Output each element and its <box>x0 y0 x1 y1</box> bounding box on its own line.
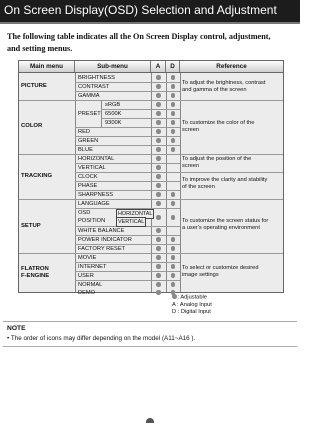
submenu-osd-horizontal: HORIZONTAL <box>118 211 153 217</box>
reference-picture <box>182 80 282 94</box>
reference-line: To customize the color of the <box>182 120 255 126</box>
submenu-9300k: 9300K <box>105 120 122 126</box>
reference-tracking-clarity <box>182 177 282 191</box>
title-divider <box>0 22 300 24</box>
submenu-osd-vertical: VERTICAL <box>118 219 145 225</box>
legend-adjustable-text: : Adjustable <box>177 294 207 301</box>
digital-dot <box>171 129 176 134</box>
reference-tracking-position <box>182 156 282 170</box>
analog-dot <box>156 228 161 233</box>
reference-line: To adjust the position of the <box>182 156 252 162</box>
submenu-internet: INTERNET <box>78 264 107 270</box>
submenu-red: RED <box>78 129 91 135</box>
header-analog: A <box>151 61 166 72</box>
reference-line: screen <box>182 127 200 134</box>
submenu-sharpness: SHARPNESS <box>78 192 114 198</box>
submenu-blue: BLUE <box>78 147 93 153</box>
digital-dot <box>171 93 176 98</box>
reference-line: To improve the clarity and stability <box>182 177 268 183</box>
analog-dot <box>156 273 161 278</box>
column-divider <box>151 73 152 292</box>
analog-dot <box>156 264 161 269</box>
submenu-movie: MOVIE <box>78 255 97 261</box>
analog-dot <box>156 129 161 134</box>
note-title: NOTE <box>7 325 26 332</box>
digital-dot <box>171 192 176 197</box>
submenu-factory-reset: FACTORY RESET <box>78 246 126 252</box>
submenu-gamma: GAMMA <box>78 93 100 99</box>
submenu-srgb: sRGB <box>105 102 121 108</box>
submenu-power-indicator: POWER INDICATOR <box>78 237 132 243</box>
submenu-white-balance: WHITE BALANCE <box>78 228 125 234</box>
submenu-demo: DEMO <box>78 290 96 296</box>
bullet-icon: • <box>7 335 10 342</box>
analog-dot <box>156 174 161 179</box>
reference-line: screen <box>182 163 200 170</box>
analog-dot <box>156 156 161 161</box>
menu-color: COLOR <box>21 123 43 129</box>
digital-dot <box>171 201 176 206</box>
submenu-preset: PRESET <box>78 111 101 117</box>
analog-dot <box>156 102 161 107</box>
reference-line: of the screen <box>182 184 215 191</box>
page-marker <box>146 418 154 423</box>
group-divider <box>19 154 283 155</box>
analog-dot <box>156 165 161 170</box>
column-divider <box>166 73 167 292</box>
menu-flatron-line-2: F-ENGINE <box>21 273 50 279</box>
digital-dot <box>171 111 176 116</box>
note-body: The order of icons may differ depending on the model (A11~A16 ). <box>10 335 196 342</box>
intro-line-1: The following table indicates all the On Screen Display control, adjustment, <box>7 32 271 41</box>
dot-icon <box>172 294 177 299</box>
digital-dot <box>171 246 176 251</box>
submenu-normal: NORMAL <box>78 282 103 288</box>
reference-line: and gamma of the screen <box>182 87 247 94</box>
submenu-brightness: BRIGHTNESS <box>78 75 115 81</box>
analog-dot <box>156 201 161 206</box>
legend-analog: A : Analog Input <box>172 301 212 308</box>
submenu-contrast: CONTRAST <box>78 84 110 90</box>
note-divider <box>3 321 297 322</box>
intro-text <box>7 31 297 55</box>
digital-dot <box>171 282 176 287</box>
header-main-menu: Main menu <box>19 61 75 72</box>
header-reference: Reference <box>216 63 247 70</box>
submenu-green: GREEN <box>78 138 99 144</box>
digital-dot <box>171 102 176 107</box>
group-divider <box>19 253 283 254</box>
analog-dot <box>156 93 161 98</box>
group-divider <box>19 100 283 101</box>
analog-dot <box>156 282 161 287</box>
reference-flatron <box>182 265 282 279</box>
analog-dot <box>156 237 161 242</box>
digital-dot <box>171 215 176 220</box>
column-divider <box>75 73 76 292</box>
submenu-user: USER <box>78 273 94 279</box>
submenu-language: LANGUAGE <box>78 201 110 207</box>
page-title: On Screen Display(OSD) Selection and Adjustment <box>4 3 277 17</box>
intro-line-2: and setting menus. <box>7 44 73 53</box>
osd-menu-table <box>18 60 284 296</box>
digital-dot <box>171 84 176 89</box>
submenu-position: POSITION <box>78 218 106 224</box>
analog-dot <box>156 111 161 116</box>
group-divider <box>19 199 283 200</box>
submenu-osd: OSD <box>78 210 91 216</box>
analog-dot <box>156 120 161 125</box>
menu-setup: SETUP <box>21 223 41 229</box>
analog-dot <box>156 84 161 89</box>
table-header <box>19 61 283 73</box>
note-divider <box>3 346 297 347</box>
legend-digital: D : Digital Input <box>172 309 211 316</box>
menu-flatron-line-1: FLATRON <box>21 266 49 272</box>
digital-dot <box>171 147 176 152</box>
column-divider <box>180 73 181 292</box>
reference-divider <box>180 172 283 173</box>
submenu-phase: PHASE <box>78 183 98 189</box>
reference-setup <box>182 218 282 232</box>
analog-dot <box>156 215 161 220</box>
submenu-clock: CLOCK <box>78 174 98 180</box>
menu-tracking: TRACKING <box>21 173 53 179</box>
title-bar <box>0 0 300 22</box>
header-digital: D <box>166 61 180 72</box>
analog-dot <box>156 255 161 260</box>
reference-line: To customize the screen status for <box>182 218 269 224</box>
analog-dot <box>156 138 161 143</box>
analog-dot <box>156 183 161 188</box>
analog-dot <box>156 75 161 80</box>
row-divider <box>75 127 180 128</box>
menu-picture: PICTURE <box>21 83 47 89</box>
digital-dot <box>171 255 176 260</box>
legend <box>172 294 212 316</box>
preset-divider <box>101 100 102 127</box>
analog-dot <box>156 290 161 295</box>
note-text <box>7 335 195 342</box>
analog-dot <box>156 246 161 251</box>
analog-dot <box>156 192 161 197</box>
digital-dot <box>171 138 176 143</box>
reference-line: image settings <box>182 272 219 279</box>
analog-dot <box>156 147 161 152</box>
digital-dot <box>171 75 176 80</box>
reference-line: To select or customize desired <box>182 265 259 271</box>
submenu-6500k: 6500K <box>105 111 122 117</box>
submenu-horizontal: HORIZONTAL <box>78 156 115 162</box>
legend-adjustable <box>172 294 212 302</box>
submenu-vertical: VERTICAL <box>78 165 106 171</box>
digital-dot <box>171 264 176 269</box>
reference-color <box>182 120 282 134</box>
table-body <box>19 73 283 296</box>
reference-line: a user's operating environment <box>182 225 260 232</box>
reference-line: To adjust the brightness, contrast <box>182 80 266 86</box>
digital-dot <box>171 120 176 125</box>
header-sub-menu: Sub-menu <box>75 61 151 72</box>
digital-dot <box>171 273 176 278</box>
digital-dot <box>171 237 176 242</box>
